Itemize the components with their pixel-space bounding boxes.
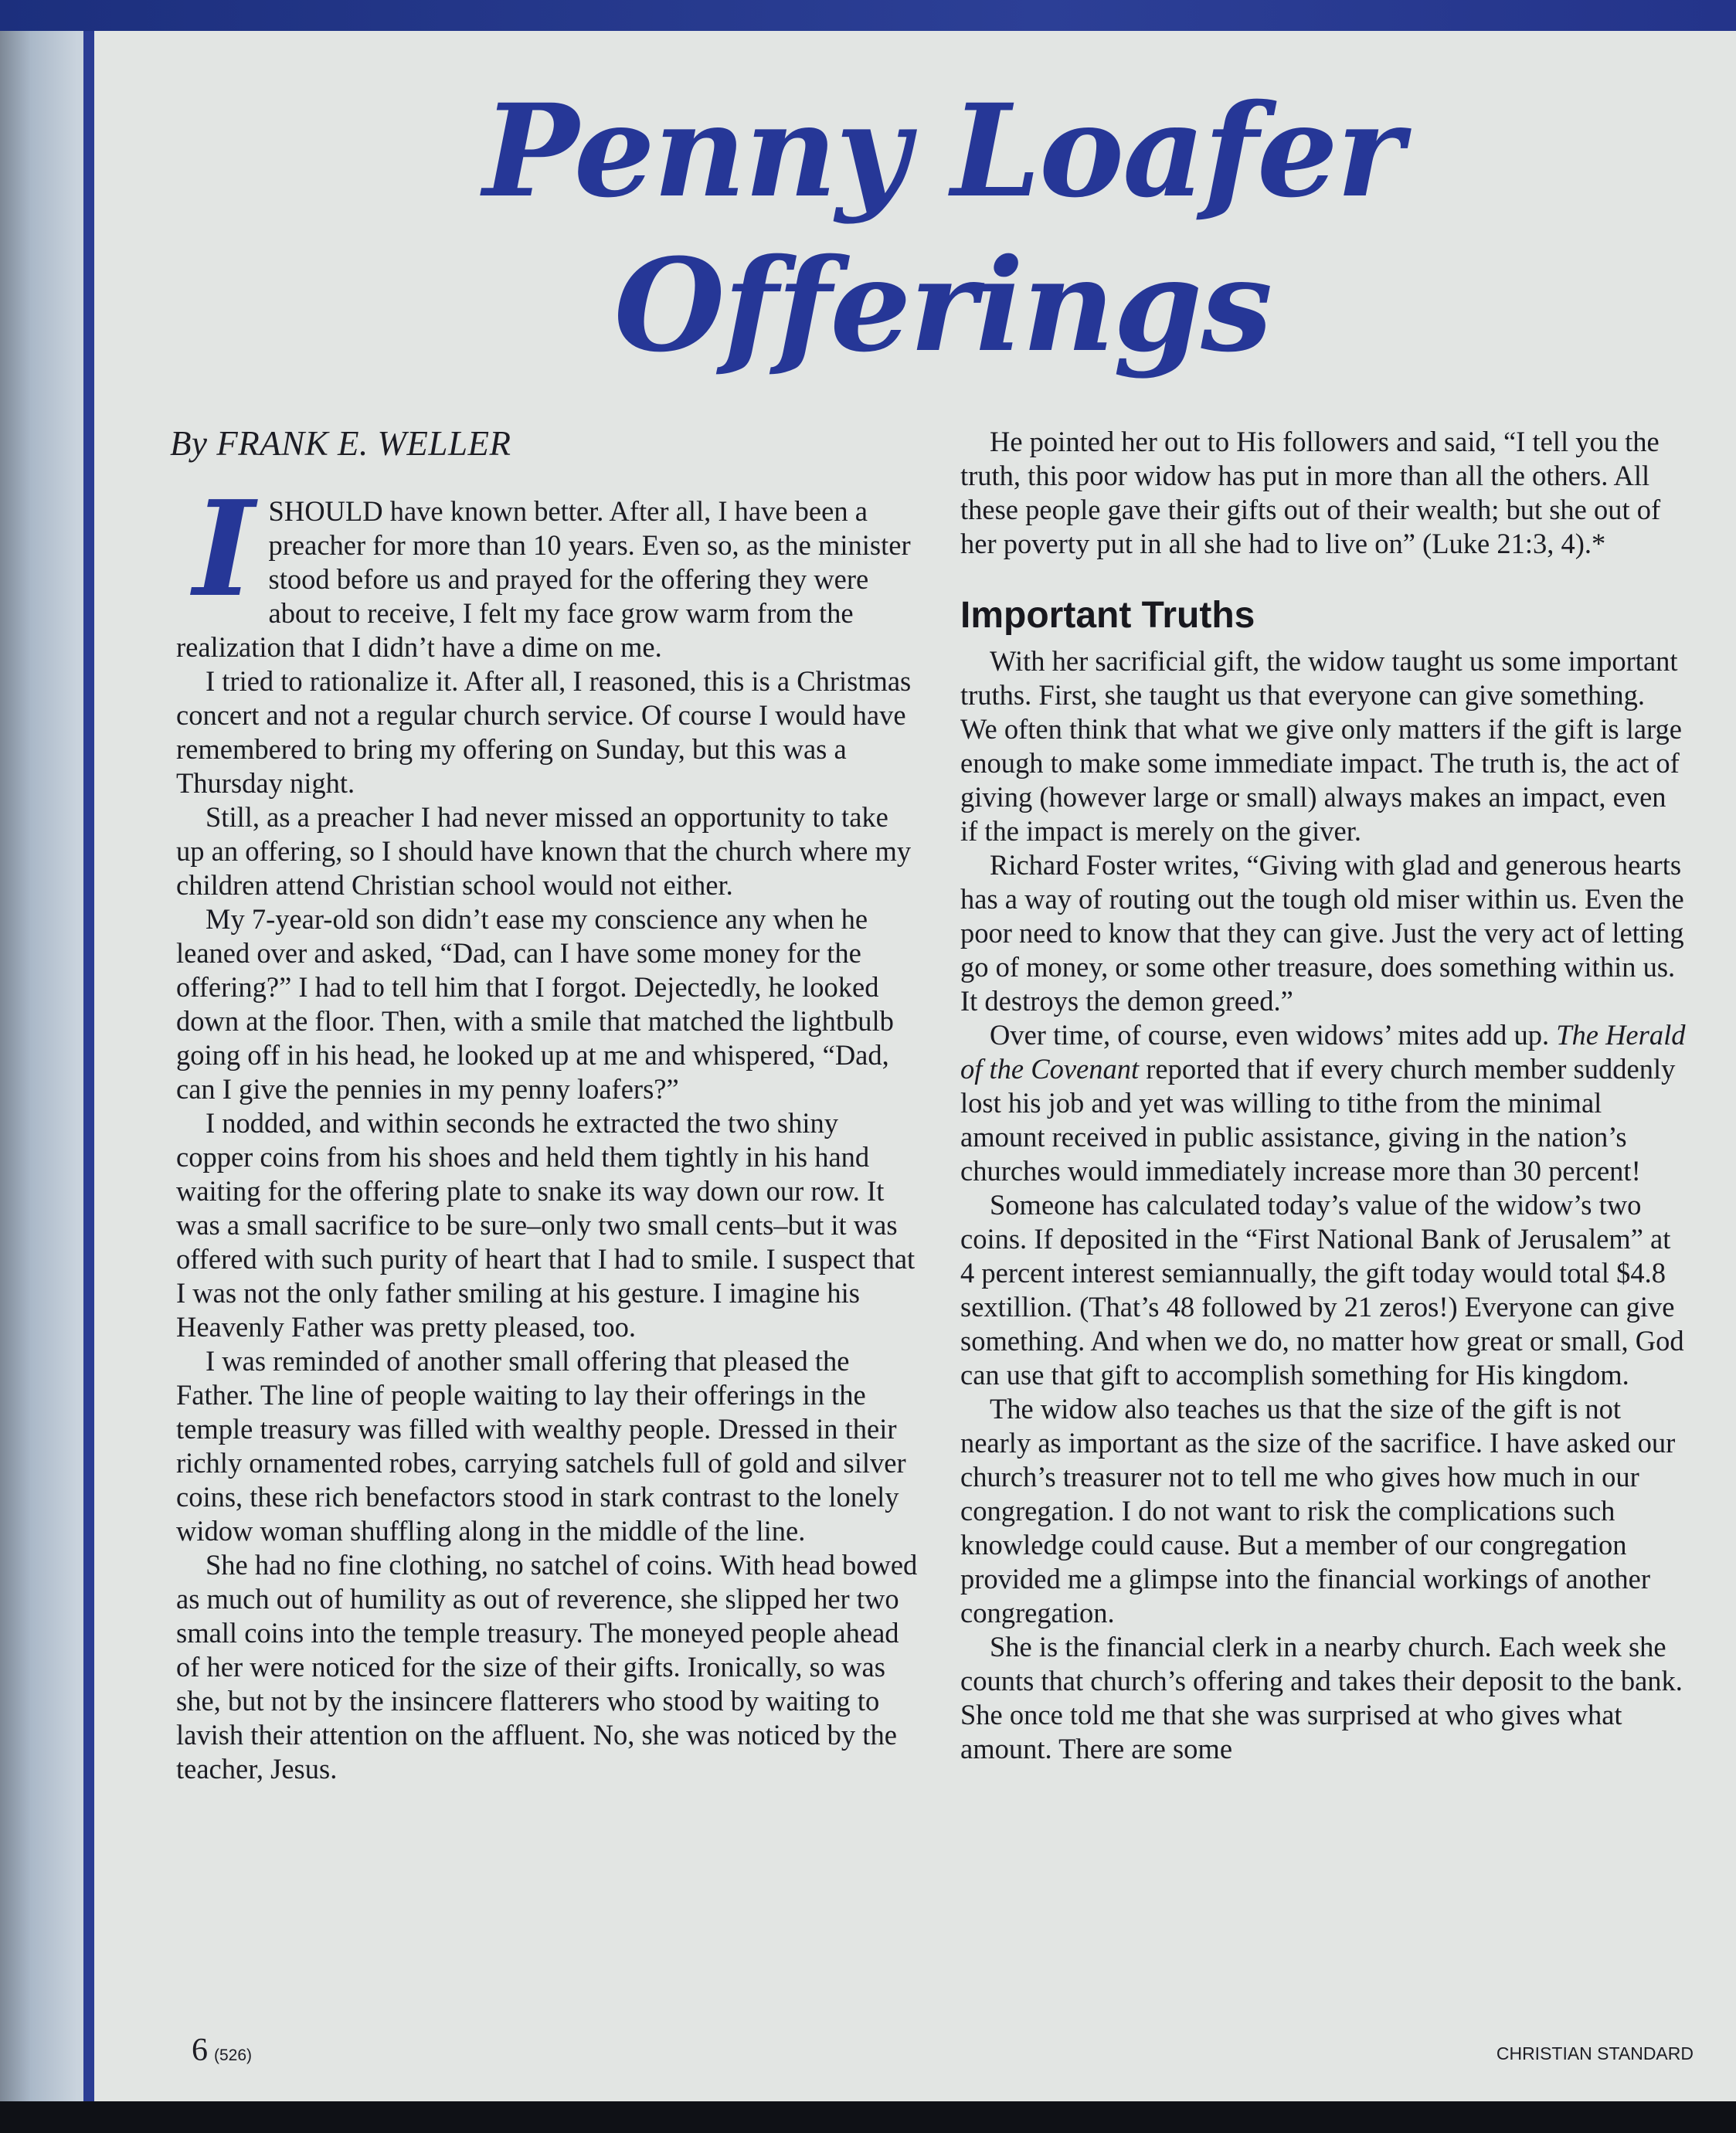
paragraph: I nodded, and within seconds he extracted the two shiny copper coins from his shoes and held them tightly in his hand waiting for the offering plate to snake its way down our row. It was a small sacrifice to be sure–only two small cents–but it was offered with such purity of heart that I had to smile. I suspect that I was not the only father smiling at his gesture. I imagine his Heavenly Father was pretty pleased, too.: [176, 1107, 916, 1343]
paragraph: With her sacrificial gift, the widow taught us some important truths. First, she taught us that everyone can give something. We often think that what we give only matters if the gift is large enough to make some immediate impact. The truth is, the act of giving (however large or small) always makes an impact, even if the impact is merely on the giver.: [960, 645, 1682, 847]
article-column-left: [176, 472, 918, 1786]
headline-line-2: Offerings: [613, 230, 1272, 380]
paragraph: The widow also teaches us that the size of the gift is not nearly as important as the size of the sacrifice. I have asked our church’s treasurer not to tell me who gives how much in our congregation. I do not want to risk the complications such knowledge could cause. But a member of our congregation provided me a glimpse into the financial workings of another congregation.: [960, 1393, 1676, 1629]
top-color-rule: [0, 0, 1736, 31]
article-column-right: [960, 425, 1688, 1766]
paragraph: My 7-year-old son didn’t ease my conscience any when he leaned over and asked, “Dad, can I have some money for the offering?” I had to tell him that I forgot. Dejectedly, he looked down at the floor. Then, with a smile that matched the lightbulb going off in his head, he looked up at me and whispered, “Dad, can I give the pennies in my penny loafers?”: [176, 903, 894, 1105]
headline-line-1: Penny Loafer: [483, 76, 1402, 226]
page-number-alt: (526): [214, 2046, 253, 2064]
paragraph: He pointed her out to His followers and said, “I tell you the truth, this poor widow has put in more than all the others. All these people gave their gifts out of their wealth; but she out of her poverty put in all she had to live on” (Luke 21:3, 4).*: [960, 426, 1661, 559]
paragraph: Still, as a preacher I had never missed an opportunity to take up an offering, so I should have known that the church where my children attend Christian school would not either.: [176, 801, 912, 901]
paragraph: She is the financial clerk in a nearby church. Each week she counts that church’s offering and takes their deposit to the bank. She once told me that she was surprised at who gives what amount. There are some: [960, 1631, 1683, 1764]
paragraph: [960, 1018, 1688, 1188]
lead-paragraph: [176, 472, 918, 664]
lead-paragraph-text: SHOULD have known better. After all, I have been a preacher for more than 10 years. Even so, as the minister stood before us and prayed for the offering they were about to receive, I felt my face grow warm from the realization that I didn’t have a dime on me.: [176, 495, 911, 663]
section-subhead: Important Truths: [960, 595, 1255, 636]
paragraph: I was reminded of another small offering that pleased the Father. The line of people waiting to lay their offerings in the temple treasury was filled with wealthy people. Dressed in their richly ornamented robes, carrying satchels full of gold and silver coins, these rich benefactors stood in stark contrast to the lonely widow woman shuffling along in the middle of the line.: [176, 1345, 906, 1547]
byline: By FRANK E. WELLER: [170, 424, 511, 463]
publication-title: The Herald of the Covenant: [960, 1019, 1686, 1085]
paragraph: She had no fine clothing, no satchel of coins. With head bowed as much out of humility as out of reverence, she slipped her two small coins into the temple treasury. The moneyed people ahead of her were noticed for the size of their gifts. Ironically, so was she, but not by the insincere flatterers who stood by waiting to lavish their attention on the affluent. No, she was noticed by the teacher, Jesus.: [176, 1549, 918, 1785]
scan-edge-shadow: [0, 2101, 1736, 2133]
paragraph: Someone has calculated today’s value of the widow’s two coins. If deposited in the “First National Bank of Jerusalem” at 4 percent interest semiannually, the gift today would total $4.8 sextillion. (That’s 48 followed by 21 zeros!) Everyone can give something. And when we do, no matter how great or small, God can use that gift to accomplish something for His kingdom.: [960, 1189, 1684, 1391]
paragraph-text: reported that if every church member suddenly lost his job and yet was willing to tithe from the minimal amount received in public assistance, giving in the nation’s churches would immediately increase more than 30 percent!: [960, 1053, 1676, 1187]
article-headline: [294, 73, 1592, 382]
paragraph: Richard Foster writes, “Giving with glad and generous hearts has a way of routing out the tough old miser within us. Even the poor need to know that they can give. Just the very act of letting go of money, or some other treasure, does something within us. It destroys the demon greed.”: [960, 849, 1684, 1017]
page-number: [192, 2032, 252, 2069]
left-accent-bar: [83, 31, 94, 2101]
paragraph: I tried to rationalize it. After all, I reasoned, this is a Christmas concert and not a regular church service. Of course I would have remembered to bring my offering on Sunday, but this was a Thursday night.: [176, 665, 912, 799]
drop-cap: I: [193, 472, 255, 627]
page-number-value: 6: [192, 2033, 208, 2068]
publication-name: CHRISTIAN STANDARD: [1496, 2043, 1694, 2063]
page-gutter: [0, 31, 83, 2133]
paragraph-text: Over time, of course, even widows’ mites add up.: [990, 1019, 1550, 1051]
